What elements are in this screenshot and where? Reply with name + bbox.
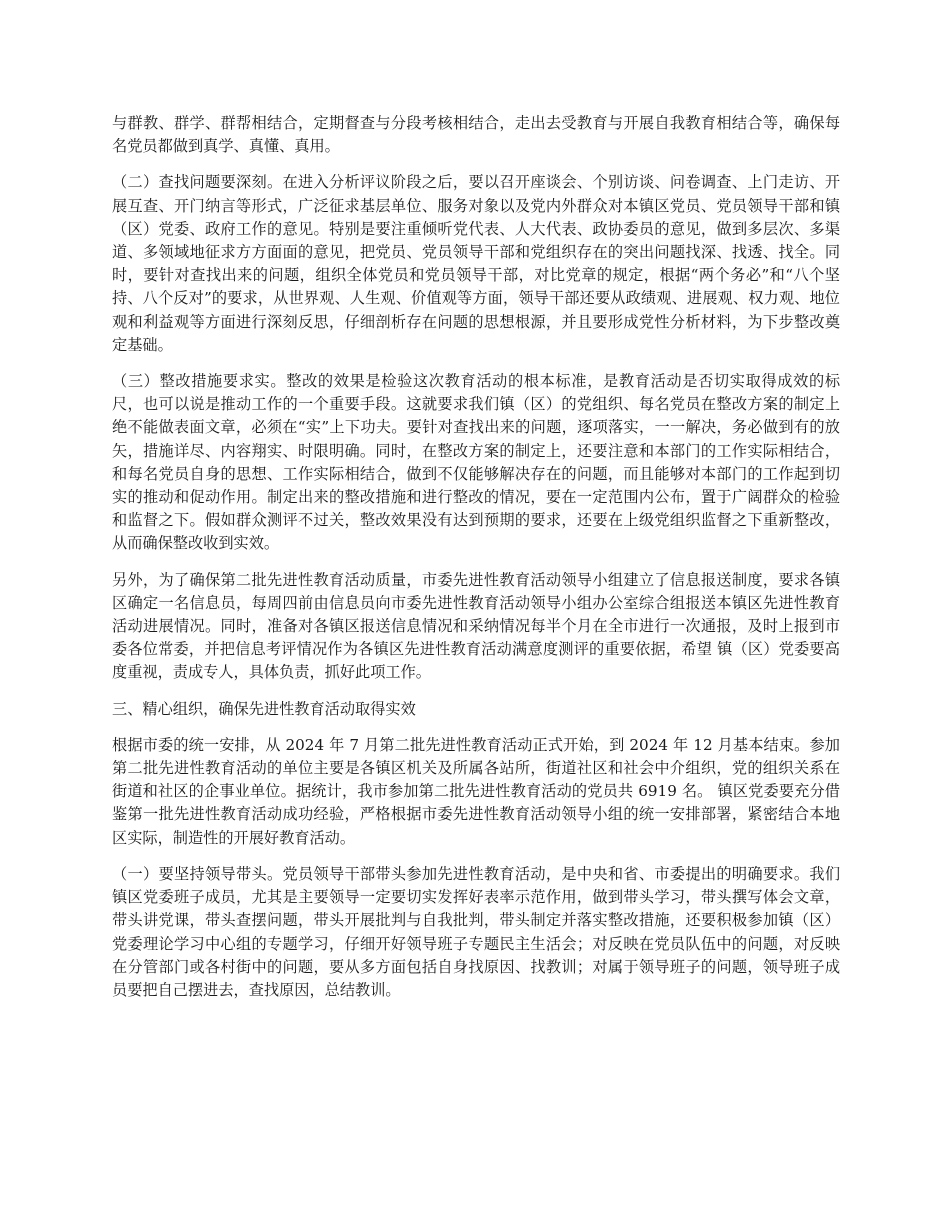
- paragraph-find-problems: （二）查找问题要深刻。在进入分析评议阶段之后，要以召开座谈会、个别访谈、问卷调查、上门走访、开展互查、开门纳言等形式，广泛征求基层单位、服务对象以及党内外群众对本镇区党员、党员领导干部和镇（区）党委、政府工作的意见。特别是要注重倾听党代表、人大代表、政协委员的意见，做到多层次、多渠道、多领域地征求方方面面的意见，把党员、党员领导干部和党组织存在的突出问题找深、找透、找全。同时，要针对查找出来的问题，组织全体党员和党员领导干部，对比党章的规定，根据“两个务必”和“八个坚持、八个反对”的要求，从世界观、人生观、价值观等方面，领导干部还要从政绩观、进展观、权力观、地位观和利益观等方面进行深刻反思，仔细剖析存在问题的思想根源，并且要形成党性分析材料，为下步整改奠定基础。: [112, 173, 840, 354]
- document-page: [112, 112, 840, 1015]
- paragraph-intro-continuation: 与群教、群学、群帮相结合，定期督查与分段考核相结合，走出去受教育与开展自我教育相结合等，确保每名党员都做到真学、真懂、真用。: [112, 114, 840, 156]
- paragraph-schedule: 根据市委的统一安排，从 2024 年 7 月第二批先进性教育活动正式开始，到 2024 年 12 月基本结束。参加第二批先进性教育活动的单位主要是各镇区机关及所属各站所，街道社区和社会中介组织，党的组织关系在街道和社区的企事业单位。据统计，我市参加第二批先进性教育活动的党员共 6919 名。 镇区党委要充分借鉴第一批先进性教育活动成功经验，严格根据市委先进性教育活动领导小组的统一安排部署，紧密结合本地区实际，制造性的开展好教育活动。: [112, 735, 840, 847]
- paragraph-rectification: （三）整改措施要求实。整改的效果是检验这次教育活动的根本标准，是教育活动是否切实取得成效的标尺，也可以说是推动工作的一个重要手段。这就要求我们镇（区）的党组织、每名党员在整改方案的制定上绝不能做表面文章，必须在“实”上下功夫。要针对查找出来的问题，逐项落实，一一解决，务必做到有的放矢，措施详尽、内容翔实、时限明确。同时，在整改方案的制定上，还要注意和本部门的工作实际相结合，和每名党员自身的思想、工作实际相结合，做到不仅能够解决存在的问题，而且能够对本部门的工作起到切实的推动和促动作用。制定出来的整改措施和进行整改的情况，要在一定范围内公布，置于广阔群众的检验和监督之下。假如群众测评不过关，整改效果没有达到预期的要求，还要在上级党组织监督之下重新整改，从而确保整改收到实效。: [112, 372, 840, 553]
- paragraph-leadership: （一）要坚持领导带头。党员领导干部带头参加先进性教育活动，是中央和省、市委提出的明确要求。我们 镇区党委班子成员，尤其是主要领导一定要切实发挥好表率示范作用，做到带头学习，带头撰写体会文章，带头讲党课，带头查摆问题，带头开展批判与自我批判，带头制定并落实整改措施，还要积极参加镇（区）党委理论学习中心组的专题学习，仔细开好领导班子专题民主生活会；对反映在党员队伍中的问题，对反映在分管部门或各村街中的问题，要从多方面包括自身找原因、找教训；对属于领导班子的问题，领导班子成员要把自己摆进去，查找原因，总结教训。: [112, 864, 840, 999]
- section-heading-three: 三、精心组织，确保先进性教育活动取得实效: [112, 699, 416, 718]
- paragraph-info-reporting: 另外，为了确保第二批先进性教育活动质量，市委先进性教育活动领导小组建立了信息报送制度，要求各镇区确定一名信息员，每周四前由信息员向市委先进性教育活动领导小组办公室综合组报送本镇区先进性教育活动进展情况。同时，准备对各镇区报送信息情况和采纳情况每半个月在全市进行一次通报，及时上报到市委各位常委，并把信息考评情况作为各镇区先进性教育活动满意度测评的重要依据，希望 镇（区）党委要高度重视，责成专人，具体负责，抓好此项工作。: [112, 570, 840, 682]
